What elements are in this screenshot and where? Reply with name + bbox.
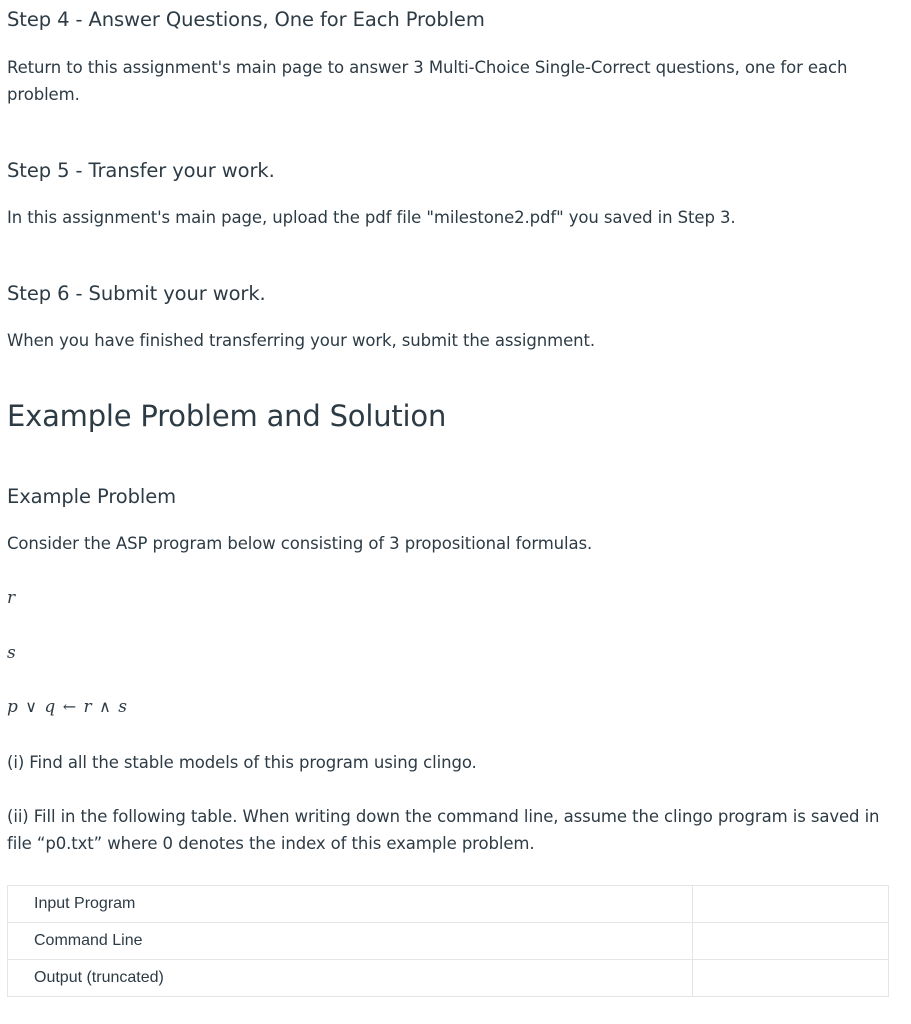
table-row-label: Input Program (8, 886, 693, 923)
table-row-label: Output (truncated) (8, 960, 693, 997)
or-symbol: ∨ (25, 697, 38, 716)
table-row (8, 960, 889, 997)
question-2: (ii) Fill in the following table. When writing down the command line, assume the clingo program is saved in file “p0.txt” where 0 denotes the index of this example problem. (7, 807, 880, 853)
formula-q: q (44, 697, 56, 717)
left-arrow-symbol: ← (62, 697, 77, 716)
step6-text: When you have finished transferring your work, submit the assignment. (7, 331, 595, 350)
table-row-label: Command Line (8, 923, 693, 960)
example-section-title: Example Problem and Solution (7, 399, 447, 433)
table-row-value (693, 923, 889, 960)
example-table (7, 885, 889, 997)
formula-s: s (7, 643, 16, 663)
step4-heading: Step 4 - Answer Questions, One for Each Problem (7, 8, 485, 31)
formula-rule (7, 697, 127, 717)
table-row (8, 886, 889, 923)
step5-heading: Step 5 - Transfer your work. (7, 159, 275, 182)
formula-rule-s: s (118, 697, 127, 717)
formula-rule-r: r (83, 697, 92, 717)
example-intro: Consider the ASP program below consisting of 3 propositional formulas. (7, 534, 593, 553)
formula-p: p (7, 697, 18, 717)
step6-heading: Step 6 - Submit your work. (7, 282, 266, 305)
and-symbol: ∧ (99, 697, 111, 716)
step4-text: Return to this assignment's main page to answer 3 Multi-Choice Single-Correct questions, one for each problem. (7, 58, 848, 104)
formula-r: r (7, 588, 16, 608)
question-1: (i) Find all the stable models of this program using clingo. (7, 753, 477, 772)
table-row-value (693, 960, 889, 997)
table-row-value (693, 886, 889, 923)
table-row (8, 923, 889, 960)
step5-text: In this assignment's main page, upload the pdf file "milestone2.pdf" you saved in Step 3. (7, 208, 736, 227)
example-subtitle: Example Problem (7, 485, 177, 508)
